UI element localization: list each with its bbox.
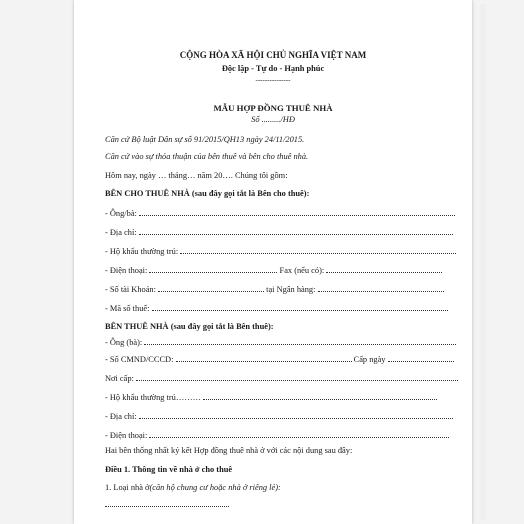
date-line: Hôm nay, ngày … tháng… năm 20…. Chúng tôi gồm: bbox=[105, 171, 288, 180]
lessor-fax-label: Fax (nếu có): bbox=[279, 266, 325, 275]
lessee-heading: BÊN THUÊ NHÀ (sau đây gọi tắt là Bên thuê): bbox=[105, 322, 274, 331]
lessor-fax-field[interactable] bbox=[326, 265, 442, 273]
lessee-household-row bbox=[105, 392, 437, 403]
lessee-issued-place-field[interactable] bbox=[136, 373, 458, 381]
lessee-phone-label: - Điện thoại: bbox=[105, 431, 148, 440]
lessor-household-label: - Hộ khẩu thường trú: bbox=[105, 247, 179, 256]
vertical-scrollbar[interactable] bbox=[480, 4, 486, 520]
lessee-id-field[interactable] bbox=[176, 354, 352, 362]
item-1-answer-field[interactable] bbox=[105, 499, 229, 507]
lessee-phone-row bbox=[105, 430, 449, 441]
lessor-household-row bbox=[105, 246, 456, 257]
lessor-bank-field[interactable] bbox=[318, 284, 444, 292]
lessor-tax-field[interactable] bbox=[152, 303, 448, 311]
lessor-address-row bbox=[105, 227, 453, 238]
agreement-line: Hai bên thống nhất ký kết Hợp đồng thuê nhà ở với các nội dung sau đây: bbox=[105, 446, 353, 455]
lessee-issued-label: Cấp ngày bbox=[353, 355, 386, 364]
lessee-name-label: - Ông (bà): bbox=[105, 338, 143, 347]
lessor-phone-label: - Điện thoại: bbox=[105, 266, 148, 275]
legal-basis-1: Căn cứ Bộ luật Dân sự số 91/2015/QH13 ngày 24/11/2015. bbox=[105, 135, 305, 144]
lessor-household-field[interactable] bbox=[180, 246, 456, 254]
lessee-address-label: - Địa chỉ: bbox=[105, 412, 137, 421]
item-1-prefix: 1. Loại nhà ở bbox=[105, 483, 150, 492]
contract-number: Số ........./HĐ bbox=[251, 115, 295, 124]
legal-basis-2: Căn cứ vào sự thỏa thuận của bên thuê và bên cho thuê nhà. bbox=[105, 152, 309, 161]
lessee-issued-field[interactable] bbox=[388, 354, 454, 362]
lessee-household-field[interactable] bbox=[203, 392, 437, 400]
document-title: MẪU HỢP ĐỒNG THUÊ NHÀ bbox=[213, 103, 333, 113]
lessee-issued-place-row bbox=[105, 373, 458, 384]
lessor-address-label: - Địa chỉ: bbox=[105, 228, 137, 237]
lessee-address-field[interactable] bbox=[139, 411, 453, 419]
document-page bbox=[74, 0, 472, 524]
item-1-row bbox=[105, 483, 281, 493]
lessor-tax-row bbox=[105, 303, 448, 314]
lessor-name-row bbox=[105, 208, 455, 219]
article-1-heading: Điều 1. Thông tin về nhà ở cho thuê bbox=[105, 465, 233, 474]
header-rule: --------------- bbox=[255, 76, 291, 84]
lessor-address-field[interactable] bbox=[139, 227, 453, 235]
lessee-phone-field[interactable] bbox=[149, 430, 449, 438]
lessee-name-field[interactable] bbox=[144, 337, 456, 345]
lessee-name-row bbox=[105, 337, 456, 348]
lessor-tax-label: - Mã số thuế: bbox=[105, 304, 150, 313]
lessor-name-label: - Ông/bà: bbox=[105, 209, 137, 218]
header-country: CỘNG HÒA XÃ HỘI CHỦ NGHĨA VIỆT NAM bbox=[179, 50, 367, 60]
lessor-account-label: - Số tài Khoản: bbox=[105, 285, 156, 294]
lessor-heading: BÊN CHO THUÊ NHÀ (sau đây gọi tắt là Bên cho thuê): bbox=[105, 189, 310, 198]
lessee-issued-place-label: Nơi cấp: bbox=[105, 374, 134, 383]
header-motto: Độc lập - Tự do - Hạnh phúc bbox=[221, 64, 325, 73]
lessee-address-row bbox=[105, 411, 453, 422]
lessor-account-row bbox=[105, 284, 444, 295]
lessor-name-field[interactable] bbox=[139, 208, 455, 216]
lessee-household-label: - Hộ khẩu thường trú……… bbox=[105, 393, 201, 402]
lessee-id-label: - Số CMND/CCCD: bbox=[105, 355, 174, 364]
lessee-id-row bbox=[105, 354, 454, 365]
item-1-note: (căn hộ chung cư hoặc nhà ở riêng lẻ): bbox=[149, 483, 281, 492]
lessor-phone-row bbox=[105, 265, 442, 276]
lessor-account-field[interactable] bbox=[158, 284, 264, 292]
lessor-phone-field[interactable] bbox=[149, 265, 277, 273]
item-1-answer-row bbox=[105, 499, 229, 510]
lessor-bank-label: tại Ngân hàng: bbox=[266, 285, 316, 294]
